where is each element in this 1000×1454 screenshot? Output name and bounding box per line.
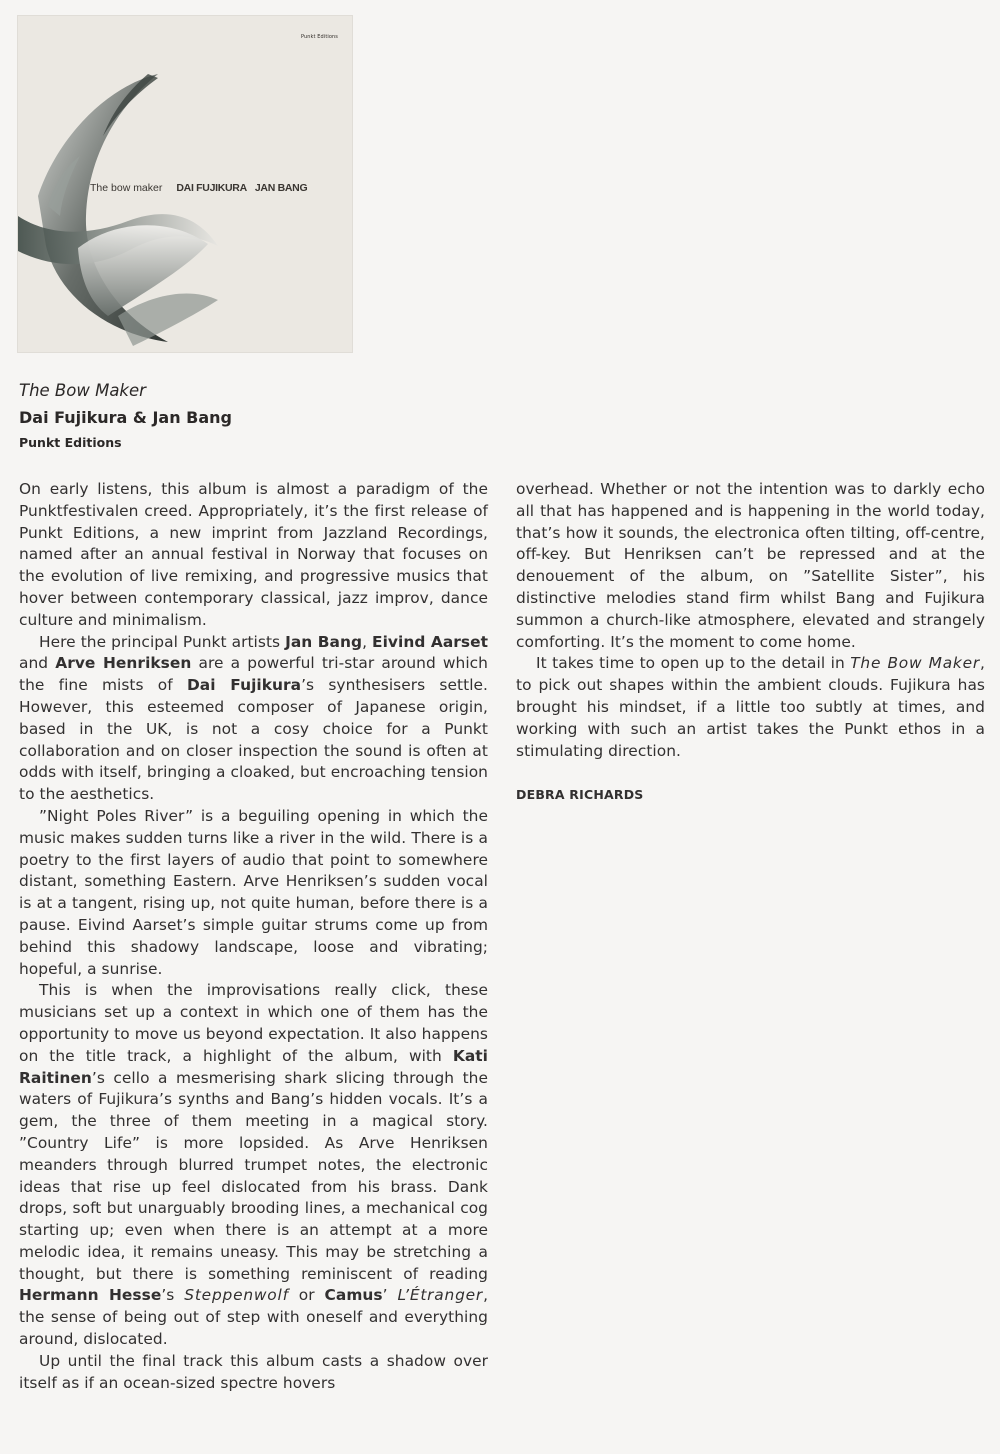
album-title: The Bow Maker bbox=[19, 381, 146, 400]
text-run: ’ bbox=[382, 1286, 398, 1305]
album-title-inline: The Bow Maker bbox=[850, 654, 981, 673]
artist-name: Dai Fujikura bbox=[186, 676, 302, 695]
book-title: Steppenwolf bbox=[184, 1286, 289, 1305]
cover-artist-1: DAI FUJIKURA bbox=[176, 182, 247, 194]
author-name: Camus bbox=[324, 1286, 383, 1305]
text-run: , to pick out shapes within the ambient clouds. Fujikura has brought his mindset, if a little too subtly at times, and working with such an artist takes the Punkt ethos in a stimulating direction. bbox=[516, 654, 985, 760]
cover-artist-2: JAN BANG bbox=[254, 182, 308, 194]
paragraph-5-end: overhead. Whether or not the intention was to darkly echo all that has happened and is happening in the world today, that’s how it sounds, the electronica often tilting, off-centre, off-key. But Henriksen can’t be repressed and at the denouement of the album, on ”Satellite Sister”, his distinctive melodies stand firm whilst Bang and Fujikura summon a church-like atmosphere, elevated and strangely comforting. It’s the moment to come home. bbox=[516, 480, 985, 651]
cover-label: Punkt Editions bbox=[300, 34, 338, 40]
right-column bbox=[516, 479, 985, 806]
album-artists: Dai Fujikura & Jan Bang bbox=[19, 408, 232, 427]
review-header bbox=[19, 381, 232, 450]
text-run: , bbox=[362, 632, 373, 651]
book-title: L’Étranger bbox=[397, 1286, 484, 1305]
review-author: DEBRA RICHARDS bbox=[516, 787, 644, 803]
paragraph-5-start: Up until the final track this album casts a shadow over itself as if an ocean-sized spectre hovers bbox=[19, 1351, 488, 1392]
artist-name: Arve Henriksen bbox=[55, 654, 192, 673]
text-run: It takes time to open up to the detail in bbox=[536, 654, 851, 673]
artist-name: Kati Raitinen bbox=[19, 1046, 488, 1087]
text-run: This is when the improvisations really click, these musicians set up a context in which one of them has the opportunity to move us beyond expectation. It also happens on the title track, a highlight of the album, with bbox=[19, 981, 488, 1065]
artist-name: Eivind Aarset bbox=[372, 632, 489, 651]
paragraph-2 bbox=[19, 632, 488, 806]
text-run: ’s cello a mesmerising shark slicing through the waters of Fujikura’s synths and Bang’s hidden vocals. It’s a gem, the three of them meeting in a magical story. ”Country Life” is more lopsided. As Arve Henriksen meanders through blurred trumpet notes, the electronic ideas that rise up feel dislocated from his brass. Dank drops, soft but unarguably brooding lines, a mechanical cog starting up; even when there is an attempt at a more melodic idea, it remains uneasy. This may be stretching a thought, but there is something reminiscent of reading bbox=[19, 1068, 488, 1283]
paragraph-3: ”Night Poles River” is a beguiling opening in which the music makes sudden turns like a river in the wild. There is a poetry to the first layers of audio that point to somewhere distant, something Eastern. Arve Henriksen’s sudden vocal is at a tangent, rising up, not quite human, before there is a pause. Eivind Aarset’s simple guitar strums come up from behind this shadowy landscape, loose and vibrating; hopeful, a sunrise. bbox=[19, 806, 488, 978]
author-name: Hermann Hesse bbox=[19, 1286, 162, 1305]
artist-name: Jan Bang bbox=[285, 632, 363, 651]
text-run: Here the principal Punkt artists bbox=[39, 632, 286, 651]
paragraph-6 bbox=[516, 653, 985, 762]
paragraph-1: On early listens, this album is almost a paradigm of the Punktfestivalen creed. Appropriately, it’s the first release of Punkt Editions, a new imprint from Jazzland Recordings, named after an annual festival in Norway that focuses on the evolution of live remixing, and progressive musics that hover between contemporary classical, jazz improv, dance culture and minimalism. bbox=[19, 480, 488, 629]
text-run: ’s synthesisers settle. However, this esteemed composer of Japanese origin, based in the UK, is not a cosy choice for a Punkt collaboration and on closer inspection the sound is often at odds with itself, bringing a cloaked, but encroaching tension to the aesthetics. bbox=[19, 676, 488, 804]
text-run: are a powerful tri-star around which the fine mists of bbox=[19, 654, 488, 695]
text-run: or bbox=[288, 1286, 325, 1305]
text-run: , the sense of being out of step with oneself and everything around, dislocated. bbox=[19, 1286, 489, 1349]
left-column bbox=[19, 479, 488, 1394]
album-cover bbox=[18, 16, 352, 352]
text-run: and bbox=[19, 654, 56, 673]
cover-title: The bow maker bbox=[90, 182, 163, 194]
text-run: ’s bbox=[161, 1286, 185, 1305]
paragraph-4 bbox=[19, 980, 488, 1351]
record-label: Punkt Editions bbox=[19, 435, 122, 450]
cover-title-line bbox=[90, 182, 307, 194]
